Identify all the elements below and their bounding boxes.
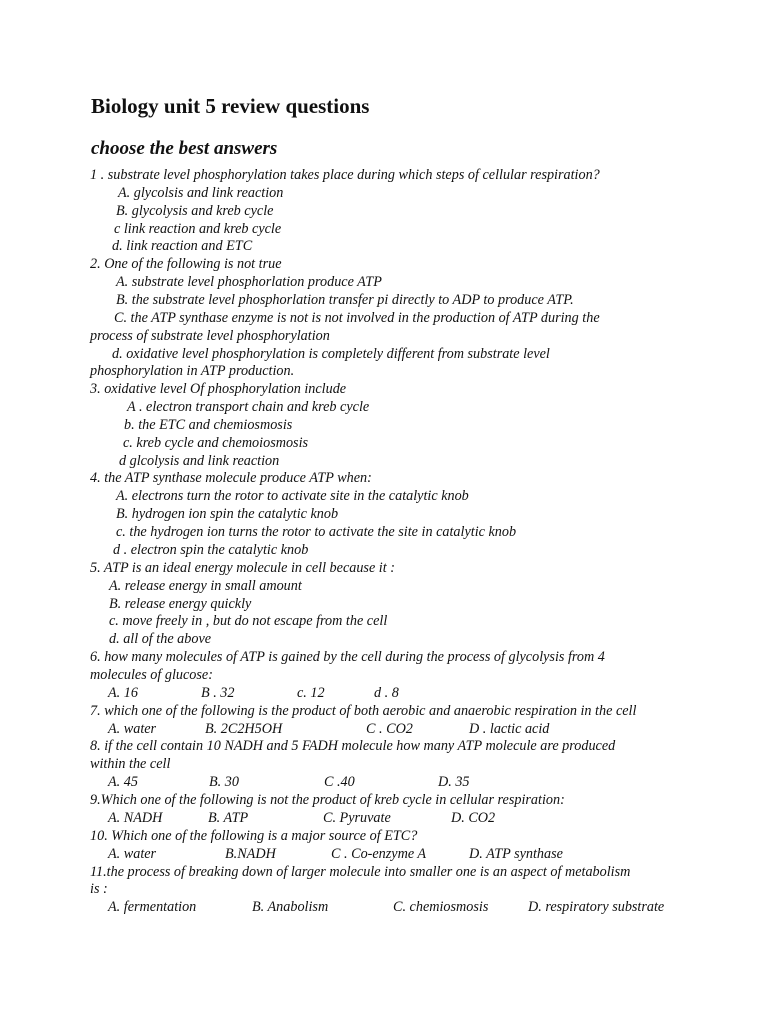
question-6-option-d: d . 8 [374,685,399,701]
question-9-option-d: D. CO2 [451,810,496,826]
question-7-option-c: C . CO2 [366,721,413,737]
question-5-option-c: c. move freely in , but do not escape from the cell [109,613,388,629]
question-6-option-b: B . 32 [201,685,235,701]
question-5-option-b: B. release energy quickly [109,596,252,612]
question-1-option-c: c link reaction and kreb cycle [114,221,282,237]
question-6-option-a: A. 16 [108,685,138,701]
question-2: 2. One of the following is not true [90,256,282,272]
question-8-cont: within the cell [90,756,171,772]
question-11: 11.the process of breaking down of larger molecule into smaller one is an aspect of metabolism [90,864,631,880]
question-2-option-c: C. the ATP synthase enzyme is not is not involved in the production of ATP during the [114,310,600,326]
question-10-option-d: D. ATP synthase [469,846,563,862]
question-11-option-d: D. respiratory substrate [528,899,665,915]
question-1-option-d: d. link reaction and ETC [112,238,253,254]
question-6-option-c: c. 12 [297,685,325,701]
question-11-option-b: B. Anabolism [252,899,329,915]
question-1-option-a: A. glycolsis and link reaction [118,185,284,201]
question-8-option-b: B. 30 [209,774,239,790]
question-8: 8. if the cell contain 10 NADH and 5 FADH molecule how many ATP molecule are produced [90,738,616,754]
question-4-option-a: A. electrons turn the rotor to activate site in the catalytic knob [116,488,469,504]
question-3-option-c: c. kreb cycle and chemoiosmosis [123,435,309,451]
question-3-option-a: A . electron transport chain and kreb cycle [127,399,370,415]
question-5-option-d: d. all of the above [109,631,212,647]
question-6-cont: molecules of glucose: [90,667,213,683]
question-4-option-b: B. hydrogen ion spin the catalytic knob [116,506,339,522]
question-10-option-a: A. water [108,846,157,862]
document-subtitle: choose the best answers [91,138,278,159]
question-9-option-b: B. ATP [208,810,249,826]
question-2-option-b: B. the substrate level phosphorlation transfer pi directly to ADP to produce ATP. [116,292,574,308]
question-11-cont: is : [90,881,108,897]
question-10-option-b: B.NADH [225,846,276,862]
question-7: 7. which one of the following is the product of both aerobic and anaerobic respiration in the cell [90,703,637,719]
question-11-option-a: A. fermentation [108,899,197,915]
question-9-option-c: C. Pyruvate [323,810,391,826]
question-2-option-a: A. substrate level phosphorlation produce ATP [116,274,382,290]
question-1: 1 . substrate level phosphorylation takes place during which steps of cellular respiration? [90,167,600,183]
question-8-option-c: C .40 [324,774,355,790]
question-5-option-a: A. release energy in small amount [109,578,302,594]
question-6: 6. how many molecules of ATP is gained by the cell during the process of glycolysis from 4 [90,649,605,665]
question-7-option-b: B. 2C2H5OH [205,721,283,737]
question-4: 4. the ATP synthase molecule produce ATP when: [90,470,372,486]
question-3: 3. oxidative level Of phosphorylation include [90,381,347,397]
document-title: Biology unit 5 review questions [91,94,370,118]
question-8-option-d: D. 35 [438,774,470,790]
question-11-option-c: C. chemiosmosis [393,899,489,915]
question-4-option-c: c. the hydrogen ion turns the rotor to activate the site in catalytic knob [116,524,517,540]
question-10-option-c: C . Co-enzyme A [331,846,427,862]
question-7-option-a: A. water [108,721,157,737]
question-2-option-d-cont: phosphorylation in ATP production. [90,363,295,379]
question-9: 9.Which one of the following is not the product of kreb cycle in cellular respiration: [90,792,565,808]
question-7-option-d: D . lactic acid [469,721,550,737]
question-8-option-a: A. 45 [108,774,138,790]
question-5: 5. ATP is an ideal energy molecule in cell because it : [90,560,395,576]
question-4-option-d: d . electron spin the catalytic knob [113,542,309,558]
question-1-option-b: B. glycolysis and kreb cycle [116,203,274,219]
question-2-option-d: d. oxidative level phosphorylation is completely different from substrate level [112,346,550,362]
question-3-option-d: d glcolysis and link reaction [119,453,280,469]
question-3-option-b: b. the ETC and chemiosmosis [124,417,293,433]
question-2-option-c-cont: process of substrate level phosphorylation [90,328,330,344]
question-9-option-a: A. NADH [108,810,163,826]
question-10: 10. Which one of the following is a major source of ETC? [90,828,418,844]
